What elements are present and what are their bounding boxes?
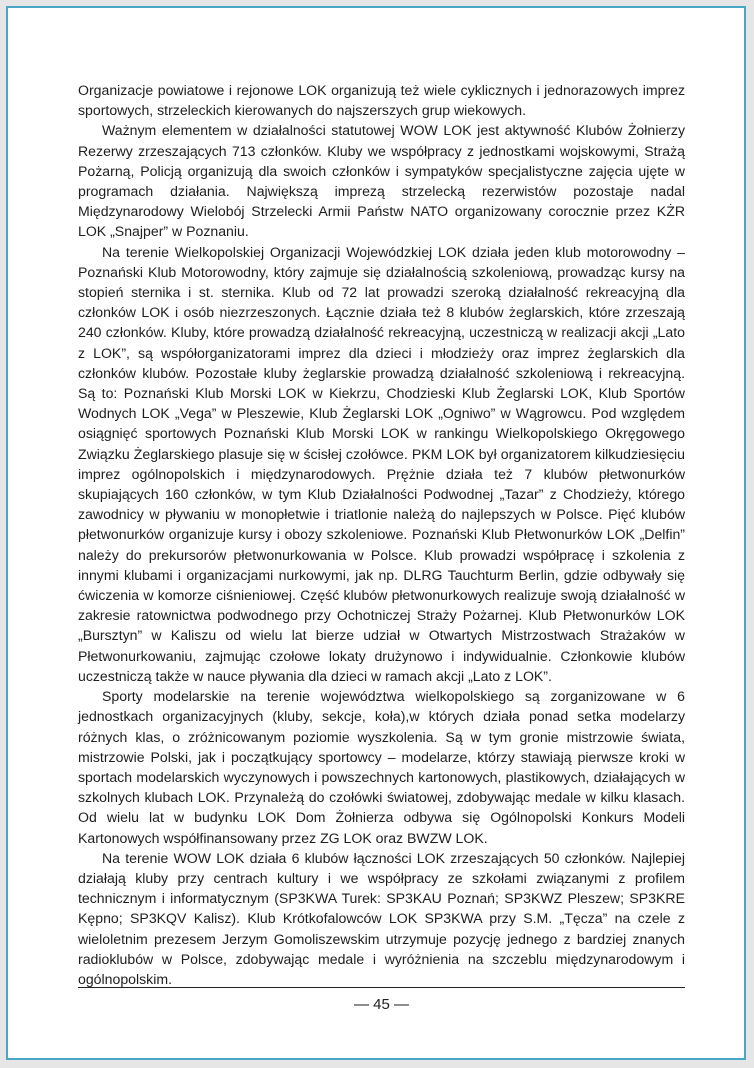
paragraph: Na terenie Wielkopolskiej Organizacji Wojewódzkiej LOK działa jeden klub motorowodny – Poznański Klub Motorowodny, który zajmuje się działalnością szkoleniową, prowadząc kursy na stopień sternika i st. sternika. Klub od 72 lat prowadzi szeroką działalność rekreacyjną dla członków LOK i osób niezrzeszonych. Łącznie działa też 8 klubów żeglarskich, które zrzeszają 240 członków. Kluby, które prowadzą działalność rekreacyjną, uczestniczą w realizacji akcji „Lato z LOK”, są współorganizatorami imprez dla dzieci i młodzieży oraz imprez żeglarskich dla członków klubów. Pozostałe kluby żeglarskie prowadzą działalność szkoleniową i rekreacyjną. Są to: Poznański Klub Morski LOK w Kiekrzu, Chodzieski Klub Żeglarski LOK, Klub Sportów Wodnych LOK „Vega” w Pleszewie, Klub Żeglarski LOK „Ogniwo” w Wągrowcu. Pod względem osiągnięć sportowych Poznański Klub Morski LOK w rankingu Wielkopolskiego Okręgowego Związku Żeglarskiego plasuje się w ścisłej czołówce. PKM LOK był organizatorem kilkudziesięciu imprez ogólnopolskich i międzynarodowych. Prężnie działa też 7 klubów płetwonurków skupiających 160 członków, w tym Klub Działalności Podwodnej „Tazar” z Chodzieży, którego zawodnicy w pływaniu w monopłetwie i triatlonie należą do najlepszych w Polsce. Pięć klubów płetwonurków organizuje kursy i obozy szkoleniowe. Poznański Klub Płetwonurków LOK „Delfin” należy do prekursorów płetwonurkowania w Polsce. Klub prowadzi współpracę i szkolenia z innymi klubami i organizacjami nurkowymi, jak np. DLRG Tauchturm Berlin, gdzie odbywały się ćwiczenia w komorze ciśnieniowej. Część klubów płetwonurkowych realizuje swoją działalność w zakresie ratownictwa podwodnego przy Ochotniczej Straży Pożarnej. Klub Płetwonurków LOK „Bursztyn” w Kaliszu od wielu lat bierze udział w Otwartych Mistrzostwach Strażaków w Płetwonurkowaniu, zajmując czołowe lokaty drużynowo i indywidualnie. Członkowie klubów uczestniczą także w nauce pływania dla dzieci w ramach akcji „Lato z LOK”. (78, 243, 685, 684)
paragraph: Ważnym elementem w działalności statutowej WOW LOK jest aktywność Klubów Żołnierzy Rezerwy zrzeszających 713 członków. Kluby we współpracy z jednostkami wojskowymi, Strażą Pożarną, Policją organizują dla swoich członków i sympatyków specjalistyczne zajęcia ujęte w programach działania. Największą imprezą strzelecką rezerwistów pozostaje nadal Międzynarodowy Wielobój Strzelecki Armii Państw NATO organizowany corocznie przez KŻR LOK „Snajper” w Poznaniu. (78, 122, 685, 240)
page-number: — 45 — (353, 996, 410, 1013)
paragraph: Sporty modelarskie na terenie województwa wielkopolskiego są zorganizowane w 6 jednostkach organizacyjnych (kluby, sekcje, koła),w których działa ponad setka modelarzy różnych klas, o zróżnicowanym poziomie wyszkolenia. Są w tym gronie mistrzowie świata, mistrzowie Polski, jak i początkujący sportowcy – modelarze, którzy stawiają pierwsze kroki w sportach modelarskich wyczynowych i powszechnych kartonowych, plastikowych, działających w szkolnych klubach LOK. Przynależą do czołówki światowej, zdobywając medale w kilku klasach. Od wielu lat w budynku LOK Dom Żołnierza odbywa się Ogólnopolski Konkurs Modeli Kartonowych współfinansowany przez ZG LOK oraz BWZW LOK. (78, 688, 685, 846)
footer-divider (78, 987, 685, 988)
paragraph: Organizacje powiatowe i rejonowe LOK organizują też wiele cyklicznych i jednorazowych imprez sportowych, strzeleckich kierowanych do najszerszych grup wiekowych. (78, 82, 685, 119)
body-text (78, 80, 685, 989)
paragraph: Na terenie WOW LOK działa 6 klubów łączności LOK zrzeszających 50 członków. Najlepiej działają kluby przy centrach kultury i we współpracy ze szkołami związanymi z profilem technicznym i informatycznym (SP3KWA Turek: SP3KAU Poznań; SP3KWZ Pleszew; SP3KRE Kępno; SP3KQV Kalisz). Klub Krótkofalowców LOK SP3KWA przy S.M. „Tęcza” na czele z wieloletnim prezesem Jerzym Gomoliszewskim utrzymuje pozycję jednego z bardziej znanych radioklubów w Polsce, zdobywając medale i wyróżnienia na szczeblu międzynarodowym i ogólnopolskim. (78, 849, 685, 987)
